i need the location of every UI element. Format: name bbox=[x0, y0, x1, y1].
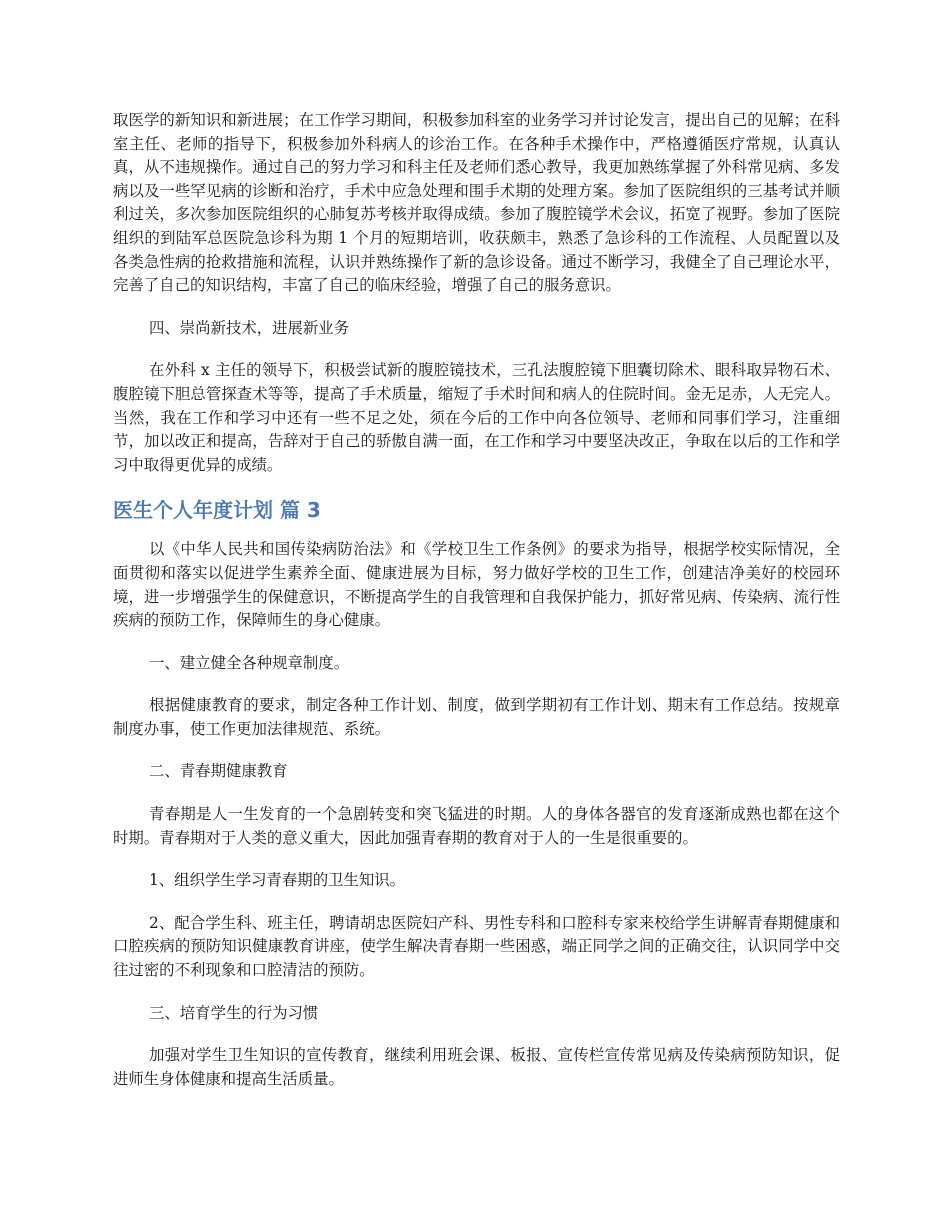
paragraph-publicity: 加强对学生卫生知识的宣传教育，继续利用班会课、板报、宣传栏宣传常见病及传染病预防知识，促进师生身体健康和提高生活质量。 bbox=[113, 1046, 840, 1088]
paragraph-subheading-habits: 三、培育学生的行为习惯 bbox=[149, 1003, 319, 1022]
paragraph-laparoscopy: 在外科 x 主任的领导下，积极尝试新的腹腔镜技术，三孔法腹腔镜下胆囊切除术、眼科取异物石术、腹腔镜下胆总管探查术等等，提高了手术质量，缩短了手术时间和病人的住院时间。金无足赤，人无完人。当然，我在工作和学习中还有一些不足之处，须在今后的工作中向各位领导、老师和同事们学习，注重细节，加以改正和提高，告辞对于自己的骄傲自满一面，在工作和学习中要坚决改正，争取在以后的工作和学习中取得更优异的成绩。 bbox=[113, 361, 840, 474]
paragraph-puberty-importance: 青春期是人一生发育的一个急剧转变和突飞猛进的时期。人的身体各器官的发育逐渐成熟也都在这个时期。青春期对于人类的意义重大，因此加强青春期的教育对于人的一生是很重要的。 bbox=[113, 805, 840, 847]
list-item-expert-lectures: 2、配合学生科、班主任，聘请胡忠医院妇产科、男性专科和口腔科专家来校给学生讲解青春期健康和口腔疾病的预防知识健康教育讲座，使学生解决青春期一些困惑，端正同学之间的正确交往，认识同学中交往过密的不利现象和口腔清洁的预防。 bbox=[113, 913, 840, 980]
section-heading: 医生个人年度计划 篇 3 bbox=[113, 498, 321, 523]
paragraph-subheading-puberty: 二、青春期健康教育 bbox=[149, 762, 288, 781]
paragraph-work-plan: 根据健康教育的要求，制定各种工作计划、制度，做到学期初有工作计划、期末有工作总结。按规章制度办事，使工作更加法律规范、系统。 bbox=[113, 696, 840, 738]
list-item-hygiene-knowledge: 1、组织学生学习青春期的卫生知识。 bbox=[149, 871, 406, 890]
paragraph-guidance: 以《中华人民共和国传染病防治法》和《学校卫生工作条例》的要求为指导，根据学校实际情况，全面贯彻和落实以促进学生素养全面、健康进展为目标，努力做好学校的卫生工作，创建洁净美好的校园环境，进一步增强学生的保健意识，不断提高学生的自我管理和自我保护能力，抓好常见病、传染病、流行性疾病的预防工作，保障师生的身心健康。 bbox=[113, 540, 840, 630]
paragraph-subheading-rules: 一、建立健全各种规章制度。 bbox=[149, 653, 350, 672]
paragraph-continued-study: 取医学的新知识和新进展；在工作学习期间，积极参加科室的业务学习并讨论发言，提出自己的见解；在科室主任、老师的指导下，积极参加外科病人的诊治工作。在各种手术操作中，严格遵循医疗常规，认真认真，从不违规操作。通过自己的努力学习和科主任及老师们悉心教导，我更加熟练掌握了外科常见病、多发病以及一些罕见病的诊断和治疗，手术中应急处理和围手术期的处理方案。参加了医院组织的三基考试并顺利过关，多次参加医院组织的心肺复苏考核并取得成绩。参加了腹腔镜学术会议，拓宽了视野。参加了医院组织的到陆军总医院急诊科为期 1 个月的短期培训，收获颇丰，熟悉了急诊科的工作流程、人员配置以及各类急性病的抢救措施和流程，认识并熟练操作了新的急诊设备。通过不断学习，我健全了自己理论水平，完善了自己的知识结构，丰富了自己的临床经验，增强了自己的服务意识。 bbox=[113, 111, 840, 295]
paragraph-subheading-new-technology: 四、崇尚新技术，进展新业务 bbox=[149, 318, 350, 337]
document-page bbox=[113, 109, 840, 1110]
